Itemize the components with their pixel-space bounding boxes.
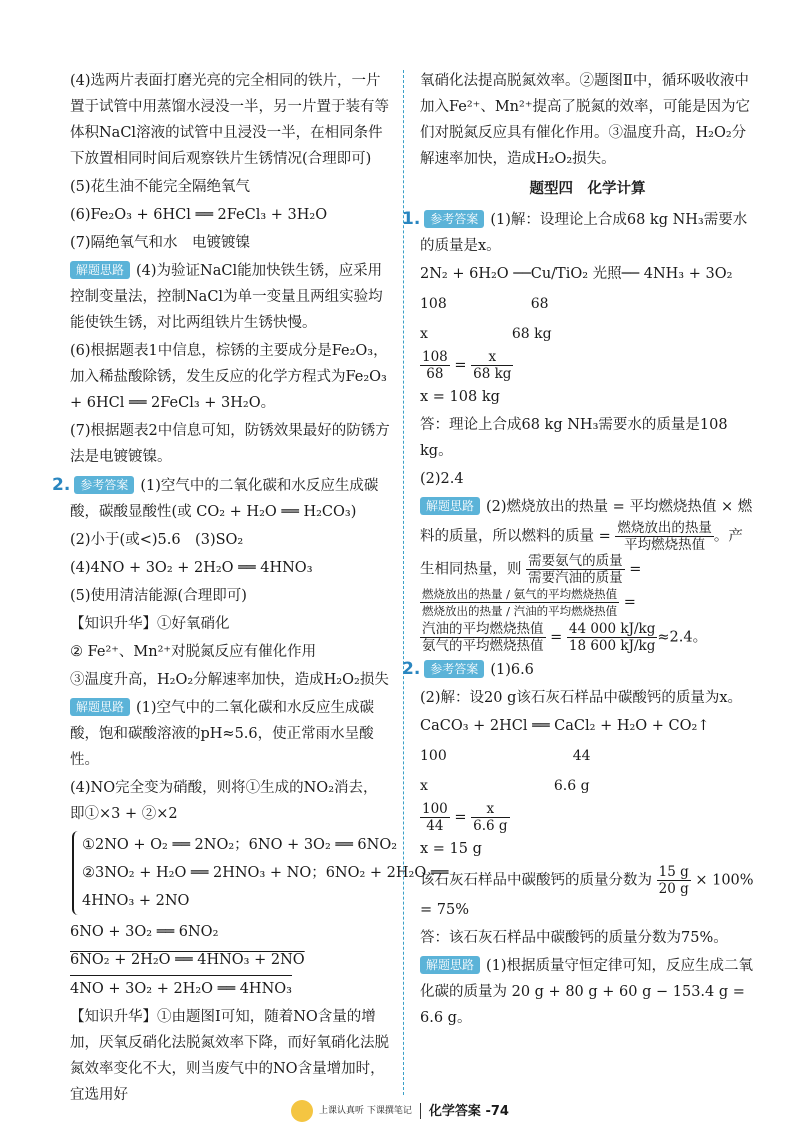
calc-row: 100 44 xyxy=(420,748,591,764)
fraction xyxy=(420,349,450,382)
denominator: 20 g xyxy=(658,881,689,897)
question-1-answer xyxy=(402,206,755,259)
equation: ②3NO₂ + H₂O ══ 2HNO₃ + NO；6NO₂ + 2H₂O ══ xyxy=(82,865,449,881)
numerator: x xyxy=(471,349,513,366)
analysis-tag: 解题思路 xyxy=(70,261,130,279)
result: x = 15 g xyxy=(420,841,482,857)
analysis-paragraph xyxy=(70,258,390,336)
answer-text: × 100% = 75% xyxy=(420,872,754,918)
analysis-text: 。产生相同热量，则 xyxy=(420,528,743,578)
answer-tag: 参考答案 xyxy=(424,210,484,228)
brand-slogan: 上课认真听 下课撰笔记 xyxy=(319,1106,412,1116)
calc-row: x 6.6 g xyxy=(420,778,590,794)
answer-text: 答：该石灰石样品中碳酸钙的质量分数为75%。 xyxy=(420,930,728,946)
page-label: 化学答案 -74 xyxy=(428,1103,509,1119)
numerator: 燃烧放出的热量 xyxy=(617,520,712,536)
analysis-text: (6)根据题表1中信息，棕锈的主要成分是Fe₂O₃，加入稀盐酸除锈，发生反应的化学方程式为Fe₂O₃ + 6HCl ══ 2FeCl₃ + 3H₂O。 xyxy=(70,343,388,411)
knowledge-text: 【知识升华】①好氧硝化 xyxy=(70,616,230,632)
analysis-text: (1)根据质量守恒定律可知，反应生成二氧化碳的质量为 20 g + 80 g + 60 g − 153.4 g = 6.6 g。 xyxy=(420,958,754,1026)
fraction xyxy=(526,553,625,586)
denominator: 44 xyxy=(426,818,444,834)
question-2-answer xyxy=(52,472,390,525)
answer-text: (5)使用清洁能源(合理即可) xyxy=(70,588,247,604)
equation-sum: 4NO + 3O₂ + 2H₂O ══ 4HNO₃ xyxy=(70,975,292,1002)
numerator: 燃烧放出的热量 / 氨气的平均燃烧热值 xyxy=(422,587,618,601)
proportion: $\frac{100}{44}$ = $\frac{x}{6.6 g}$ xyxy=(422,801,508,834)
equation: 4HNO₃ + 2NO xyxy=(82,893,190,909)
equation-brace xyxy=(72,831,449,915)
fraction xyxy=(471,801,509,834)
fraction xyxy=(471,349,513,382)
numerator: 15 g xyxy=(658,864,689,880)
analysis-tag: 解题思路 xyxy=(420,956,480,974)
analysis-paragraph xyxy=(420,953,755,1031)
answer-text: (1)6.6 xyxy=(490,662,534,678)
denominator: 6.6 g xyxy=(473,818,508,834)
question-number: 2. xyxy=(52,475,71,495)
ratio: $\frac{\text{汽油的平均燃烧热值}}{\text{氨气的平均燃烧热值}}$ = $\frac{44 000 kJ/kg}{18 600 kJ/kg}$ ≈2.4。 xyxy=(422,621,708,654)
analysis-text: (1)空气中的二氧化碳和水反应生成碳酸，饱和碳酸溶液的pH≈5.6，使正常雨水呈酸性。 xyxy=(70,700,375,768)
numerator: x xyxy=(471,801,509,818)
denominator: 18 600 kJ/kg xyxy=(568,638,656,654)
equation: (4)4NO + 3O₂ + 2H₂O ══ 4HNO₃ xyxy=(70,560,313,576)
answer-text: (7)隔绝氧气和水 电镀镀镍 xyxy=(70,235,251,251)
analysis-tag: 解题思路 xyxy=(420,497,480,515)
denominator: 氨气的平均燃烧热值 xyxy=(422,638,544,654)
answer-text: (2)2.4 xyxy=(420,471,464,487)
equation: ①2NO + O₂ ══ 2NO₂；6NO + 3O₂ ══ 6NO₂ xyxy=(82,837,398,853)
calc-row: x 68 kg xyxy=(420,326,552,342)
percentage-line xyxy=(420,864,755,923)
fraction xyxy=(615,520,714,553)
answer-text: (2)解：设20 g该石灰石样品中碳酸钙的质量为x。 xyxy=(420,690,743,706)
question-2-answer xyxy=(402,656,755,683)
denominator: 68 kg xyxy=(473,366,512,382)
analysis-text: (7)根据题表2中信息可知，防锈效果最好的防锈方法是电镀镀镍。 xyxy=(70,423,390,465)
denominator: 68 xyxy=(426,366,444,382)
numerator: 汽油的平均燃烧热值 xyxy=(422,621,544,637)
equation: 6NO + 3O₂ ══ 6NO₂ xyxy=(70,924,219,940)
answer-text: 该石灰石样品中碳酸钙的质量分数为 xyxy=(420,872,652,889)
equation: CaCO₃ + 2HCl ══ CaCl₂ + H₂O + CO₂↑ xyxy=(420,718,710,734)
knowledge-text: ② Fe²⁺、Mn²⁺对脱氮反应有催化作用 xyxy=(70,644,317,660)
analysis-tag: 解题思路 xyxy=(70,698,130,716)
calc-row: 108 68 xyxy=(420,296,549,312)
answer-text: (1)解：设理论上合成68 kg NH₃需要水的质量是x。 xyxy=(420,212,748,254)
fraction xyxy=(567,621,658,654)
mascot-logo-icon xyxy=(291,1100,313,1122)
question-number: 1. xyxy=(402,209,421,229)
knowledge-text: 【知识升华】①由题图Ⅰ可知，随着NO含量的增加，厌氧反硝化法脱氮效率下降，而好氧硝化法脱氮效率变化不大，则当废气中的NO含量增加时，宜选用好 xyxy=(70,1009,389,1103)
equation: (6)Fe₂O₃ + 6HCl ══ 2FeCl₃ + 3H₂O xyxy=(70,207,328,223)
fraction xyxy=(657,864,691,897)
footer-separator xyxy=(420,1103,421,1119)
answer-text: (5)花生油不能完全隔绝氧气 xyxy=(70,179,251,195)
right-column xyxy=(402,68,755,1033)
fraction xyxy=(420,586,619,619)
equation: 6NO₂ + 2H₂O ══ 4HNO₃ + 2NO xyxy=(70,952,305,968)
numerator: 需要氨气的质量 xyxy=(528,553,623,569)
denominator: 平均燃烧热值 xyxy=(624,537,706,553)
answer-text: (4)选两片表面打磨光亮的完全相同的铁片，一片置于试管中用蒸馏水浸没一半，另一片置于装有等体积NaCl溶液的试管中且浸没一半，在相同条件下放置相同时间后观察铁片生锈情况(合理即可) xyxy=(70,73,389,167)
fraction xyxy=(420,621,546,654)
denominator: 燃烧放出的热量 / 汽油的平均燃烧热值 xyxy=(422,604,618,618)
numerator: 44 000 kJ/kg xyxy=(568,621,656,637)
numerator: 100 xyxy=(422,801,448,817)
analysis-paragraph: 解题思路 (2)燃烧放出的热量 = 平均燃烧热值 × 燃料的质量，所以燃料的质量 = $\frac{\text{燃烧放出的热量}}{\text{平均燃烧热值}}$ 。产生相同热量，则 $\frac{\text{需要氨气的质量}}{\text{需要汽油的质量}}$ = $\frac{\text{燃烧放出的热量 / 氨气的平均燃烧热值}}{\text{燃烧放出的热量 / 汽油的平均燃烧热值}}$ = xyxy=(420,499,753,618)
result: x = 108 kg xyxy=(420,389,500,405)
answer-text: (1)空气中的二氧化碳和水反应生成碳酸，碳酸显酸性(或 CO₂ + H₂O ══ H₂CO₃) xyxy=(70,478,379,520)
analysis-paragraph xyxy=(70,695,390,773)
analysis-text: (4)为验证NaCl能加快铁生锈，应采用控制变量法，控制NaCl为单一变量且两组实验均能使铁生锈，对比两组铁片生锈快慢。 xyxy=(70,263,383,331)
fraction xyxy=(420,801,450,834)
result: ≈2.4。 xyxy=(657,629,708,646)
answer-tag: 参考答案 xyxy=(74,476,134,494)
equation: 2N₂ + 6H₂O ──Cu/TiO₂ 光照── 4NH₃ + 3O₂ xyxy=(420,266,733,282)
analysis-text: (2)燃烧放出的热量 = 平均燃烧热值 × 燃料的质量，所以燃料的质量 = xyxy=(420,499,753,545)
analysis-text: (4)NO完全变为硝酸，则将①生成的NO₂消去，即①×3 + ②×2 xyxy=(70,780,378,822)
page-footer xyxy=(0,1100,800,1123)
proportion: $\frac{108}{68}$ = $\frac{x}{68 kg}$ xyxy=(422,349,512,382)
analysis-text: 氧硝化法提高脱氮效率。②题图Ⅱ中，循环吸收液中加入Fe²⁺、Mn²⁺提高了脱氮的效率，可能是因为它们对脱氮反应具有催化作用。③温度升高，H₂O₂分解速率加快，造成H₂O₂损失。 xyxy=(420,73,750,167)
answer-text: (2)小于(或<)5.6 (3)SO₂ xyxy=(70,532,244,548)
question-number: 2. xyxy=(402,659,421,679)
answer-tag: 参考答案 xyxy=(424,660,484,678)
denominator: 需要汽油的质量 xyxy=(528,570,623,586)
answer-text: 答：理论上合成68 kg NH₃需要水的质量是108 kg。 xyxy=(420,417,728,459)
section-title: 题型四 化学计算 xyxy=(529,181,646,197)
numerator: 108 xyxy=(422,349,448,365)
knowledge-text: ③温度升高，H₂O₂分解速率加快，造成H₂O₂损失 xyxy=(70,672,389,688)
